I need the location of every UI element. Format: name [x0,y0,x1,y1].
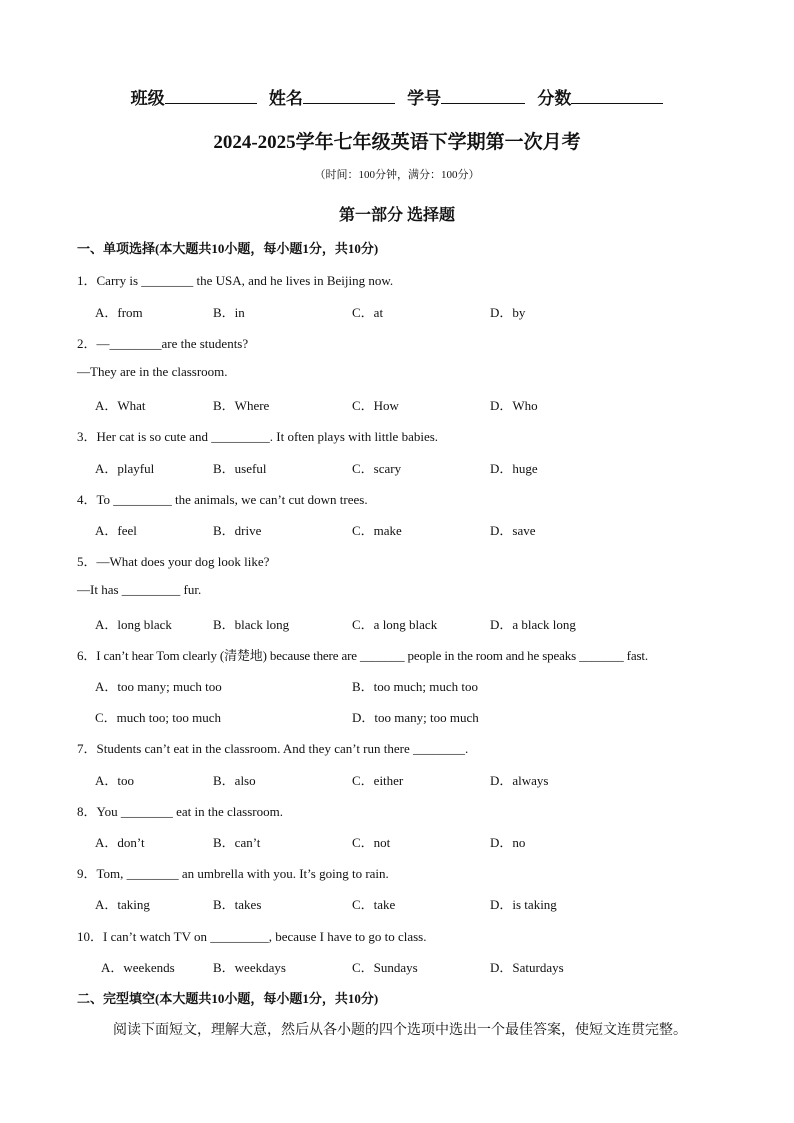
question-10-option-a[interactable]: A．weekends [101,960,175,975]
question-2-stem: 2．—________are the students? [77,336,249,351]
question-1-option-d[interactable]: D．by [490,305,526,320]
question-2-option-c[interactable]: C．How [352,398,399,413]
student-info-header [0,84,794,109]
class-blank[interactable] [165,89,257,104]
question-7-option-b[interactable]: B．also [213,773,256,788]
question-5-option-d[interactable]: D．a black long [490,617,576,632]
question-7-option-d[interactable]: D．always [490,773,549,788]
question-3-stem: 3．Her cat is so cute and _________. It often plays with little babies. [77,429,439,444]
question-8-option-d[interactable]: D．no [490,835,526,850]
question-7-stem: 7．Students can’t eat in the classroom. And they can’t run there ________. [77,741,469,756]
score-blank[interactable] [571,89,663,104]
question-5-option-c[interactable]: C．a long black [352,617,438,632]
question-8-stem: 8．You ________ eat in the classroom. [77,804,283,819]
question-6-option-b[interactable]: B．too much; much too [352,679,479,694]
name-field[interactable] [269,84,395,109]
question-7-option-a[interactable]: A．too [95,773,135,788]
question-9-option-c[interactable]: C．take [352,897,396,912]
question-6-stem: 6．I can’t hear Tom clearly (清楚地) because there are _______ people in the room and he speaks _______ fast. [77,648,648,663]
question-9-option-d[interactable]: D．is taking [490,897,557,912]
part-title: 第一部分 选择题 [338,207,455,224]
question-1-option-a[interactable]: A．from [95,305,143,320]
name-blank[interactable] [303,89,395,104]
question-1-option-c[interactable]: C．at [352,305,384,320]
question-9-option-a[interactable]: A．taking [95,897,150,912]
id-blank[interactable] [441,89,525,104]
question-1-stem: 1．Carry is ________ the USA, and he lives in Beijing now. [77,273,394,288]
question-3-option-c[interactable]: C．scary [352,461,402,476]
question-9-option-b[interactable]: B．takes [213,897,262,912]
question-5-stem: 5．—What does your dog look like? [77,554,270,569]
question-6-option-c[interactable]: C．much too; too much [95,710,222,725]
question-10-stem: 10．I can’t watch TV on _________, because I have to go to class. [77,929,427,944]
question-5-stem-reply: —It has _________ fur. [77,582,202,597]
question-2-option-a[interactable]: A．What [95,398,146,413]
question-1-option-b[interactable]: B．in [213,305,245,320]
class-field[interactable] [131,84,257,109]
question-5-option-a[interactable]: A．long black [95,617,172,632]
class-label: 班级 [130,89,165,108]
question-4-stem: 4．To _________ the animals, we can’t cut down trees. [77,492,368,507]
question-7-option-c[interactable]: C．either [352,773,404,788]
question-4-option-b[interactable]: B．drive [213,523,262,538]
question-10-option-d[interactable]: D．Saturdays [490,960,564,975]
score-label: 分数 [537,89,572,108]
question-5-option-b[interactable]: B．black long [213,617,290,632]
id-label: 学号 [407,89,442,108]
question-4-option-c[interactable]: C．make [352,523,402,538]
question-3-option-a[interactable]: A．playful [95,461,155,476]
question-4-option-d[interactable]: D．save [490,523,536,538]
score-field[interactable] [537,84,663,109]
id-field[interactable] [407,84,525,109]
question-2-option-b[interactable]: B．Where [213,398,270,413]
exam-subtitle: （时间：100分钟，满分：100分） [314,169,480,181]
question-2-option-d[interactable]: D．Who [490,398,538,413]
question-4-option-a[interactable]: A．feel [95,523,137,538]
question-8-option-c[interactable]: C．not [352,835,391,850]
question-9-stem: 9．Tom, ________ an umbrella with you. It’s going to rain. [77,866,389,881]
question-10-option-b[interactable]: B．weekdays [213,960,286,975]
question-8-option-b[interactable]: B．can’t [213,835,261,850]
exam-title: 2024-2025学年七年级英语下学期第一次月考 [213,132,581,153]
section-1-heading: 一、单项选择(本大题共10小题，每小题1分，共10分) [77,241,379,256]
question-3-option-b[interactable]: B．useful [213,461,267,476]
question-3-option-d[interactable]: D．huge [490,461,538,476]
question-6-option-d[interactable]: D．too many; too much [352,710,479,725]
question-2-stem-reply: —They are in the classroom. [77,364,228,379]
question-8-option-a[interactable]: A．don’t [95,835,145,850]
name-label: 姓名 [268,89,303,108]
question-6-option-a[interactable]: A．too many; much too [95,679,222,694]
question-10-option-c[interactable]: C．Sundays [352,960,418,975]
section-2-heading: 二、完型填空(本大题共10小题，每小题1分，共10分) [77,991,379,1006]
section-2-instruction: 阅读下面短文，理解大意，然后从各小题的四个选项中选出一个最佳答案，使短文连贯完整。 [113,1023,687,1038]
